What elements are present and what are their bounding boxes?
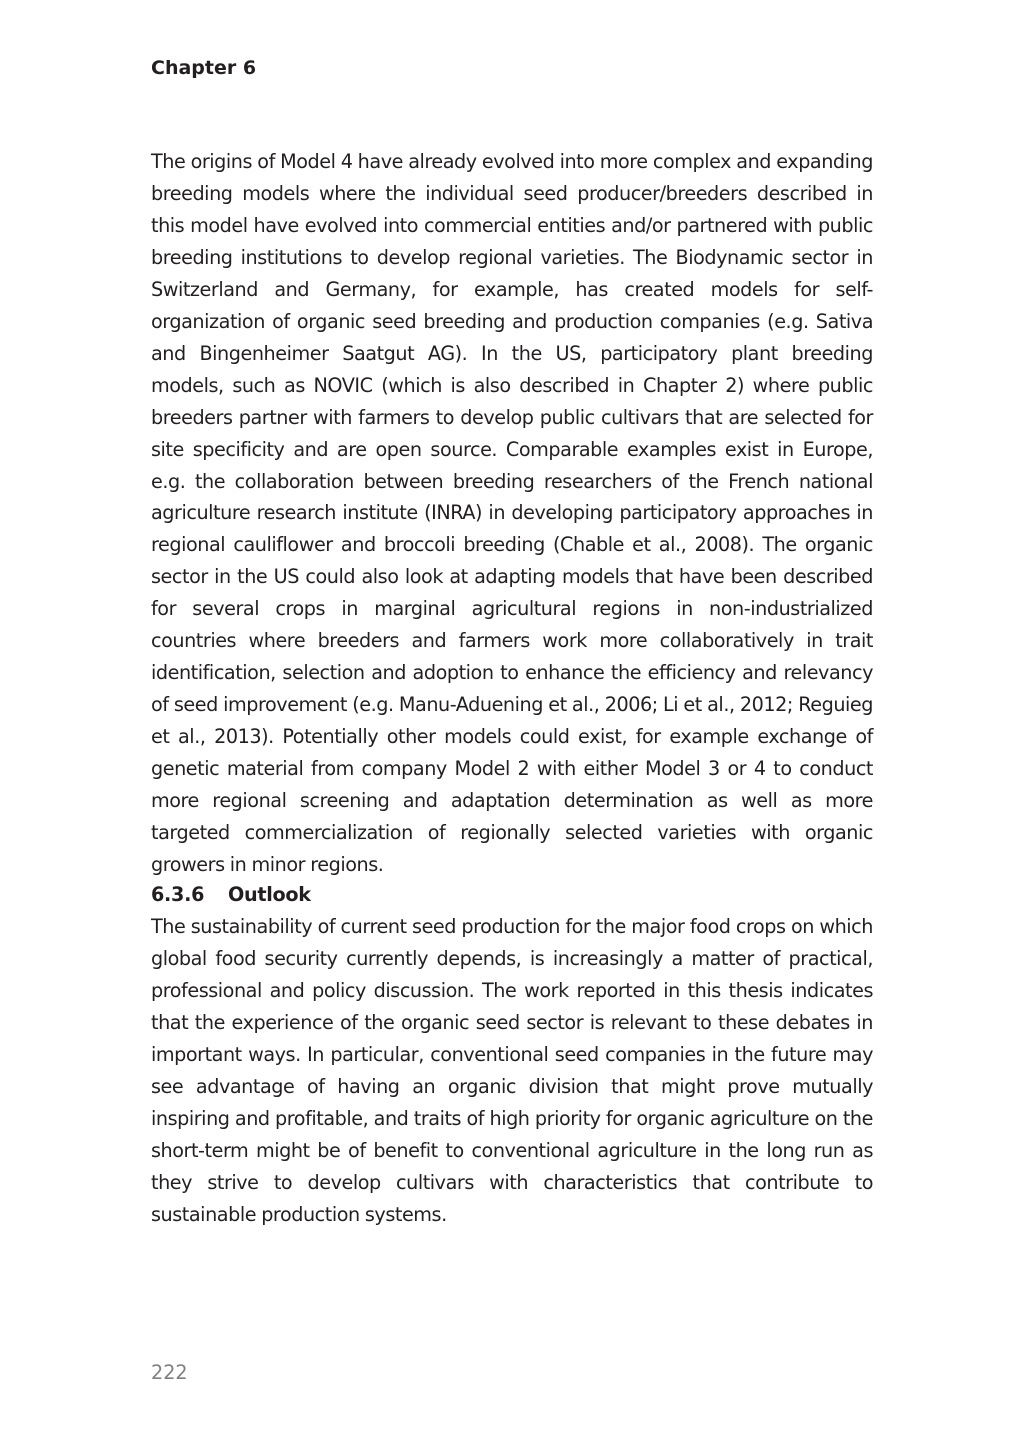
section-number: 6.3.6 bbox=[151, 883, 205, 906]
running-head: Chapter 6 bbox=[151, 57, 257, 79]
body-paragraph-1: The origins of Model 4 have already evolved into more complex and expanding breeding models where the individual seed producer/breeders described in this model have evolved into commercial entities and/or partnered with public breeding institutions to develop regional varieties. The Biodynamic sector in Switzerland and Germany, for example, has created models for self-organization of organic seed breeding and production companies (e.g. Sativa and Bingenheimer Saatgut AG). In the US, participatory plant breeding models, such as NOVIC (which is also described in Chapter 2) where public breeders partner with farmers to develop public cultivars that are selected for site specificity and are open source. Comparable examples exist in Europe, e.g. the collaboration between breeding researchers of the French national agriculture research institute (INRA) in developing participatory approaches in regional cauliflower and broccoli breeding (Chable et al., 2008). The organic sector in the US could also look at adapting models that have been described for several crops in marginal agricultural regions in non-industrialized countries where breeders and farmers work more collaboratively in trait identification, selection and adoption to enhance the efficiency and relevancy of seed improvement (e.g. Manu-Aduening et al., 2006; Li et al., 2012; Reguieg et al., 2013). Potentially other models could exist, for example exchange of genetic material from company Model 2 with either Model 3 or 4 to conduct more regional screening and adaptation determination as well as more targeted commercialization of regionally selected varieties with organic growers in minor regions. bbox=[151, 150, 873, 876]
page-number: 222 bbox=[151, 1361, 188, 1384]
body-paragraph-2: The sustainability of current seed production for the major food crops on which global food security currently depends, is increasingly a matter of practical, professional and policy discussion. The work reported in this thesis indicates that the experience of the organic seed sector is relevant to these debates in important ways. In particular, conventional seed companies in the future may see advantage of having an organic division that might prove mutually inspiring and profitable, and traits of high priority for organic agriculture on the short-term might be of benefit to conventional agriculture in the long run as they strive to develop cultivars with characteristics that contribute to sustainable production systems. bbox=[151, 915, 873, 1226]
section-heading bbox=[151, 880, 311, 910]
section-title: Outlook bbox=[228, 883, 311, 906]
